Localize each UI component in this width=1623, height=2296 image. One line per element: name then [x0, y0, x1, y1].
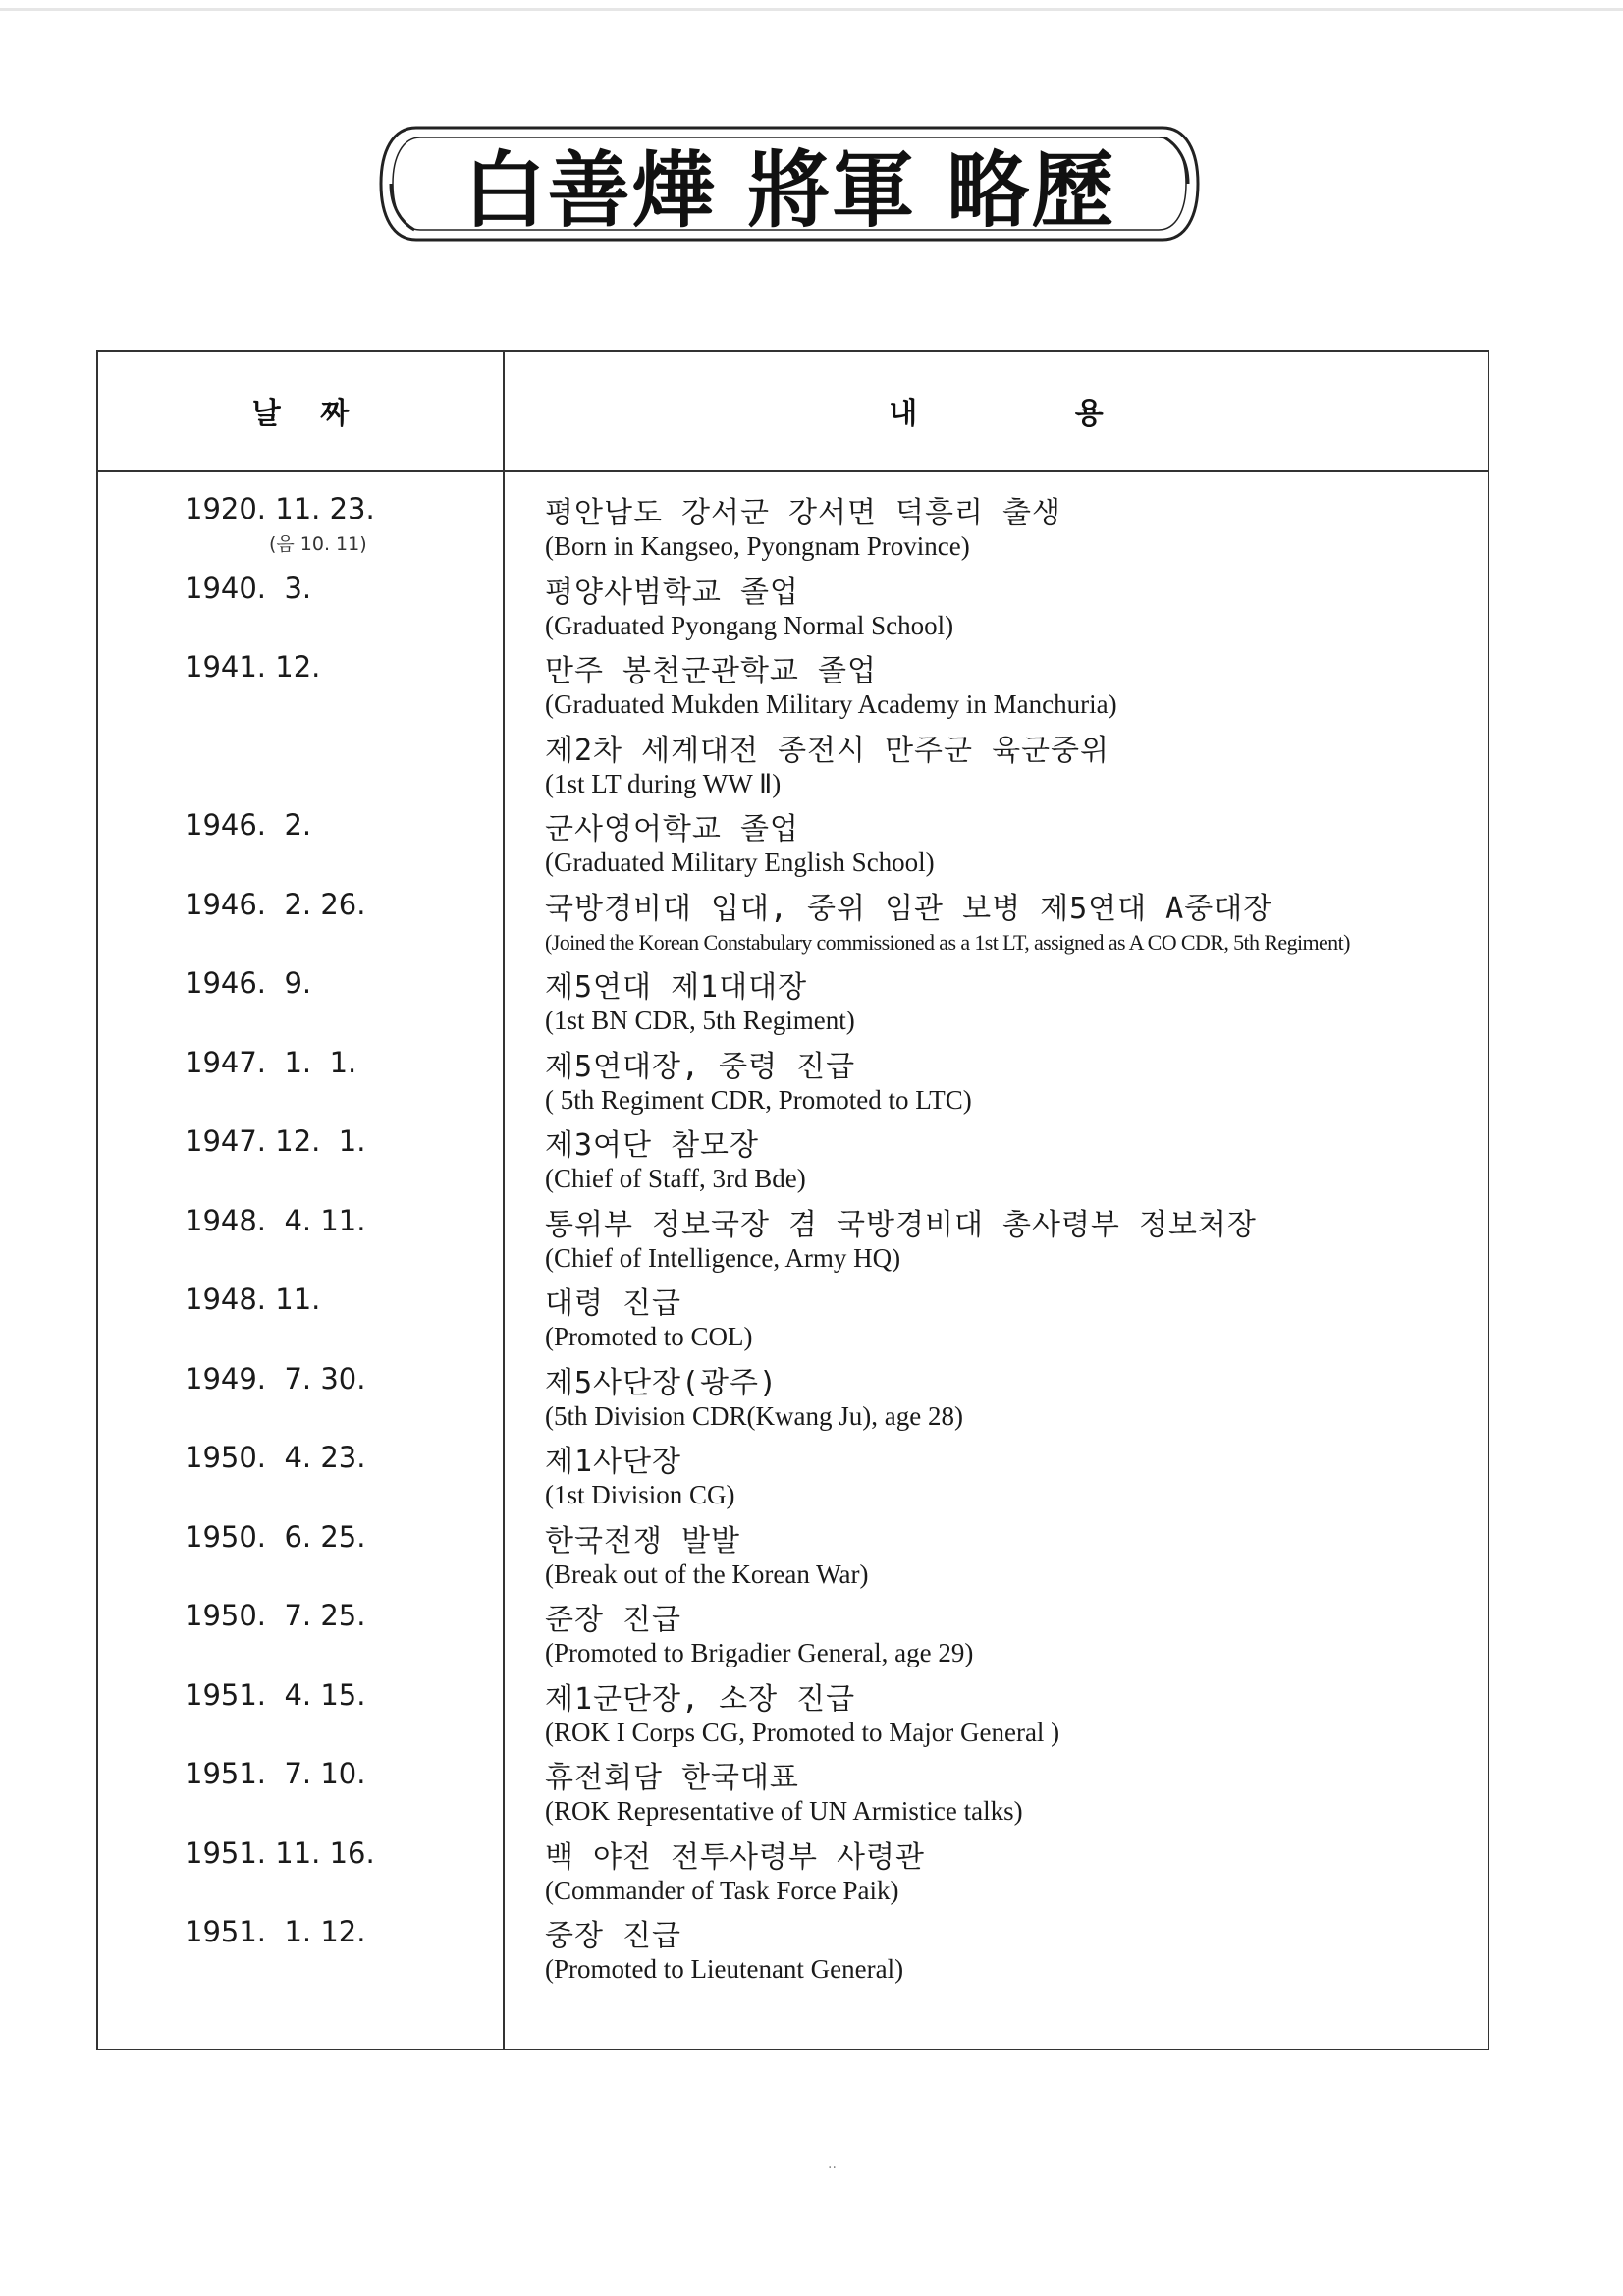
- row-english-text: (Promoted to Brigadier General, age 29): [545, 1638, 974, 1667]
- table-row: [0, 1358, 1623, 1438]
- row-date: 1951. 4. 15.: [185, 1677, 366, 1712]
- header-divider: [96, 470, 1489, 472]
- row-english-text: (Commander of Task Force Paik): [545, 1875, 899, 1905]
- title-banner: [377, 122, 1202, 246]
- row-korean-text: 제1군단장, 소장 진급: [545, 1681, 856, 1717]
- row-date: 1941. 12.: [185, 650, 321, 683]
- row-korean-text: 제3여단 참모장: [545, 1128, 760, 1163]
- row-date: 1947. 12. 1.: [185, 1124, 366, 1158]
- row-korean-text: 제5연대 제1대대장: [545, 970, 808, 1005]
- row-english-text: (ROK I Corps CG, Promoted to Major General ): [545, 1717, 1060, 1747]
- table-row: [0, 884, 1623, 963]
- table-row: [0, 1042, 1623, 1121]
- row-english-text-secondary: (1st LT during WW Ⅱ): [545, 768, 782, 798]
- row-korean-text: 평안남도 강서군 강서면 덕흥리 출생: [545, 496, 1061, 530]
- table-row: [0, 1832, 1623, 1912]
- row-date: 1946. 2. 26.: [185, 887, 366, 921]
- page-title: 白善燁 將軍 略歷: [462, 140, 1116, 239]
- table-row: [0, 1200, 1623, 1280]
- row-date: 1946. 9.: [185, 966, 312, 1000]
- row-korean-text: 휴전회담 한국대표: [545, 1761, 799, 1795]
- row-english-text: (Promoted to COL): [545, 1322, 753, 1351]
- row-korean-text: 제1사단장: [545, 1445, 681, 1479]
- row-korean-text: 대령 진급: [545, 1286, 681, 1321]
- row-date: 1940. 3.: [185, 571, 312, 605]
- table-row: [0, 1437, 1623, 1516]
- table-body: [0, 488, 1623, 1991]
- table-row: [0, 488, 1623, 568]
- row-korean-text-secondary: 제2차 세계대전 종전시 만주군 육군중위: [545, 733, 1109, 768]
- header-content: 내 용: [889, 397, 1104, 431]
- row-lunar-date: (음 10. 11): [269, 533, 367, 555]
- table-row: [0, 962, 1623, 1042]
- row-korean-text: 한국전쟁 발발: [545, 1523, 740, 1558]
- row-korean-text: 준장 진급: [545, 1603, 681, 1637]
- row-date: 1951. 11. 16.: [185, 1835, 375, 1870]
- table-row: [0, 1911, 1623, 1991]
- table-row: [0, 1674, 1623, 1754]
- row-korean-text: 통위부 정보국장 겸 국방경비대 총사령부 정보처장: [545, 1207, 1257, 1242]
- row-date: 1946. 2.: [185, 808, 312, 842]
- row-korean-text: 국방경비대 입대, 중위 임관 보병 제5연대 A중대장: [545, 891, 1273, 926]
- row-english-text: (Graduated Military English School): [545, 847, 935, 877]
- row-korean-text: 제5연대장, 중령 진급: [545, 1049, 856, 1084]
- header-date: 날 짜: [251, 397, 350, 431]
- row-date: 1950. 7. 25.: [185, 1599, 366, 1632]
- row-english-text: ( 5th Regiment CDR, Promoted to LTC): [545, 1084, 972, 1115]
- table-row: [0, 1516, 1623, 1596]
- row-date: 1948. 4. 11.: [185, 1203, 366, 1237]
- row-korean-text: 백 야전 전투사령부 사령관: [545, 1839, 925, 1875]
- row-date: 1950. 6. 25.: [185, 1519, 366, 1554]
- row-korean-text: 제5사단장(광주): [545, 1365, 779, 1400]
- row-korean-text: 만주 봉천군관학교 졸업: [545, 654, 877, 688]
- row-date: 1947. 1. 1.: [185, 1045, 357, 1079]
- row-date: 1949. 7. 30.: [185, 1361, 366, 1395]
- row-date: 1948. 11.: [185, 1283, 321, 1316]
- table-row: [0, 646, 1623, 804]
- row-korean-text: 중장 진급: [545, 1919, 681, 1953]
- row-english-text: (1st BN CDR, 5th Regiment): [545, 1006, 855, 1035]
- table-row: [0, 1121, 1623, 1200]
- row-korean-text: 군사영어학교 졸업: [545, 812, 799, 847]
- table-row: [0, 1279, 1623, 1358]
- table-row: [0, 804, 1623, 884]
- row-date: 1950. 4. 23.: [185, 1441, 366, 1474]
- row-english-text: (ROK Representative of UN Armistice talks): [545, 1796, 1023, 1826]
- top-rule: [0, 8, 1623, 11]
- row-date: 1920. 11. 23.: [185, 492, 375, 525]
- table-row: [0, 1595, 1623, 1674]
- row-english-text: (5th Division CDR(Kwang Ju), age 28): [545, 1400, 963, 1431]
- row-english-text: (Graduated Pyongang Normal School): [545, 610, 954, 640]
- footer-mark: ..: [828, 2157, 837, 2172]
- row-english-text: (Joined the Korean Constabulary commissioned as a 1st LT, assigned as A CO CDR, 5th Regiment): [545, 929, 1350, 955]
- row-korean-text: 평양사범학교 졸업: [545, 574, 799, 610]
- row-english-text: (Chief of Staff, 3rd Bde): [545, 1164, 806, 1193]
- row-english-text: (Born in Kangseo, Pyongnam Province): [545, 531, 970, 561]
- row-english-text: (Promoted to Lieutenant General): [545, 1954, 904, 1984]
- row-english-text: (1st Division CG): [545, 1480, 735, 1509]
- row-english-text: (Chief of Intelligence, Army HQ): [545, 1242, 901, 1273]
- row-english-text: (Break out of the Korean War): [545, 1558, 869, 1589]
- row-date: 1951. 1. 12.: [185, 1915, 366, 1948]
- row-english-text: (Graduated Mukden Military Academy in Manchuria): [545, 689, 1117, 719]
- table-row: [0, 1753, 1623, 1832]
- row-date: 1951. 7. 10.: [185, 1757, 366, 1790]
- table-row: [0, 568, 1623, 647]
